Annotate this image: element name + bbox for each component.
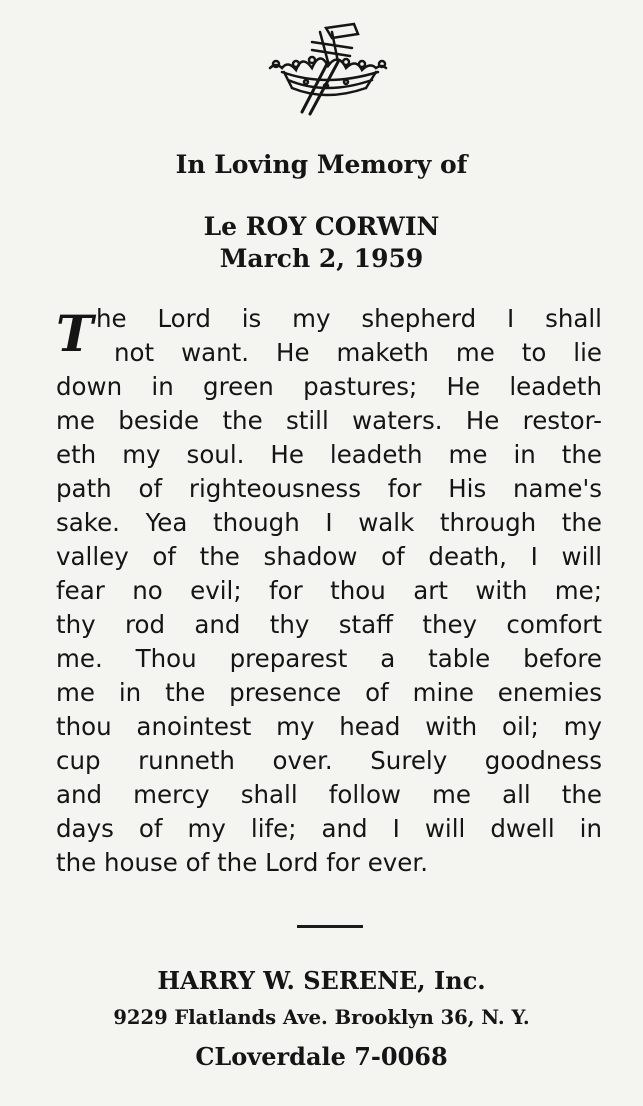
psalm-text bbox=[56, 302, 602, 880]
psalm-line: me. Thou preparest a table before bbox=[56, 644, 602, 673]
psalm-line: path of righteousness for His name's bbox=[56, 474, 602, 503]
company-name: HARRY W. SERENE, Inc. bbox=[157, 966, 486, 995]
psalm-line: fear no evil; for thou art with me; bbox=[56, 576, 602, 605]
psalm-line: eth my soul. He leadeth me in the bbox=[56, 440, 602, 469]
divider bbox=[297, 925, 363, 928]
psalm-line: thou anointest my head with oil; my bbox=[56, 712, 602, 741]
psalm-line: thy rod and thy staff they comfort bbox=[56, 610, 602, 639]
crown-cross-icon bbox=[262, 22, 390, 118]
company-phone: CLoverdale 7-0068 bbox=[195, 1042, 448, 1071]
psalm-line: me beside the still waters. He restor- bbox=[56, 406, 602, 435]
psalm-line: not want. He maketh me to lie bbox=[114, 338, 602, 367]
psalm-line: cup runneth over. Surely goodness bbox=[56, 746, 602, 775]
company-address: 9229 Flatlands Ave. Brooklyn 36, N. Y. bbox=[113, 1006, 530, 1029]
psalm-line: sake. Yea though I walk through the bbox=[56, 508, 602, 537]
memorial-heading: In Loving Memory of bbox=[175, 150, 468, 179]
psalm-line: and mercy shall follow me all the bbox=[56, 780, 602, 809]
psalm-line: days of my life; and I will dwell in bbox=[56, 814, 602, 843]
psalm-line: the house of the Lord for ever. bbox=[56, 848, 428, 877]
drop-cap: T bbox=[56, 304, 94, 363]
psalm-line: down in green pastures; He leadeth bbox=[56, 372, 602, 401]
psalm-line: me in the presence of mine enemies bbox=[56, 678, 602, 707]
psalm-line: valley of the shadow of death, I will bbox=[56, 542, 602, 571]
psalm-line: he Lord is my shepherd I shall bbox=[96, 304, 602, 333]
deceased-name: Le ROY CORWIN bbox=[203, 212, 440, 241]
memorial-date: March 2, 1959 bbox=[219, 244, 424, 273]
